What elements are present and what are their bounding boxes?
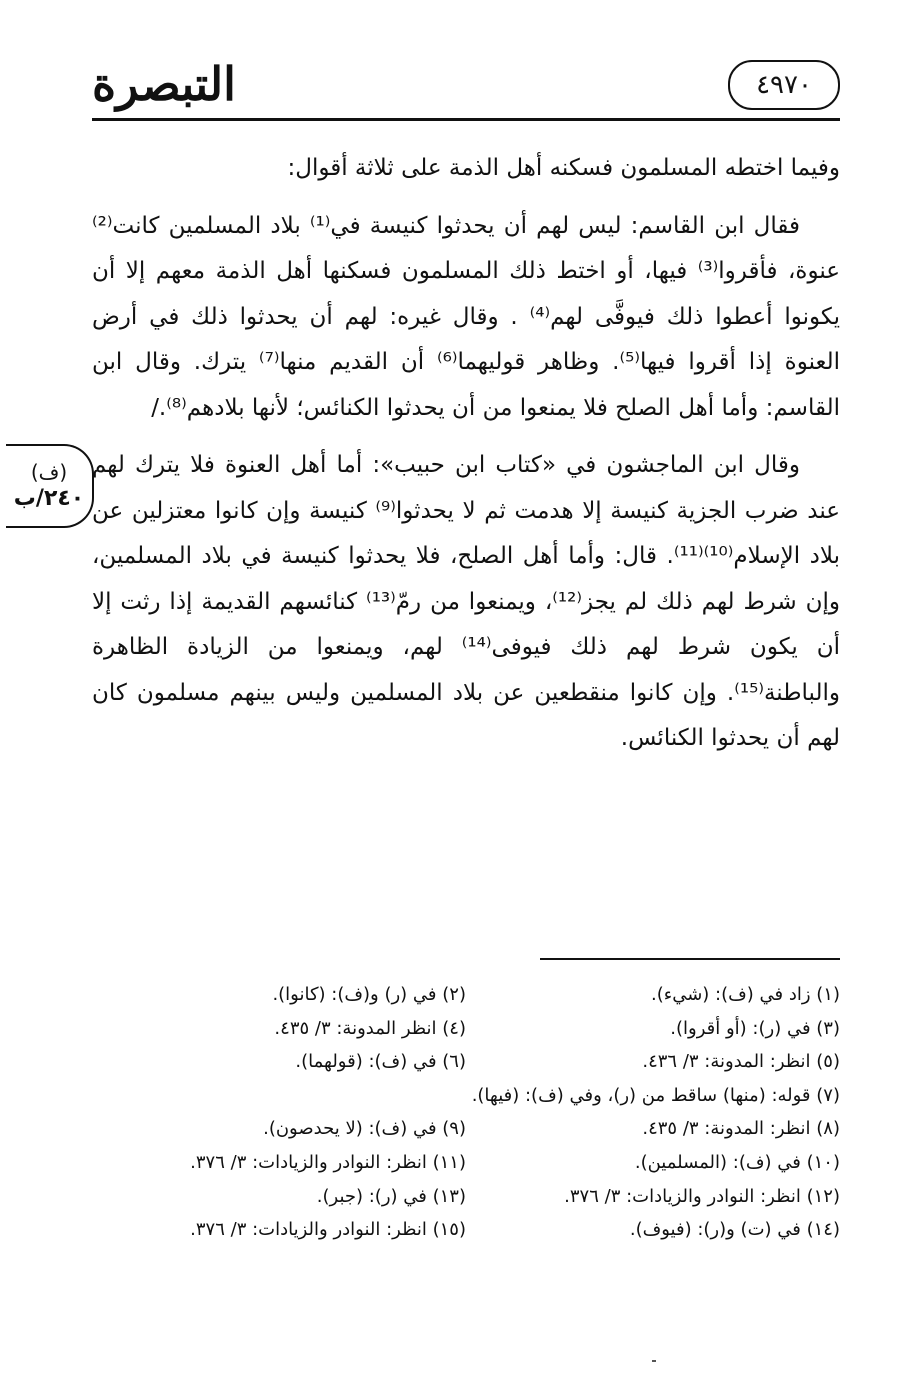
footnote-row bbox=[92, 1079, 840, 1113]
book-title: التبصرة bbox=[92, 57, 236, 111]
footnote: (٢) في (ر) و(ف): (كانوا). bbox=[272, 984, 466, 1005]
footnote: (٥) انظر: المدونة: ٣/ ٤٣٦. bbox=[642, 1051, 840, 1073]
footnote-row bbox=[92, 978, 840, 1012]
manuscript-folio-marker bbox=[6, 444, 94, 528]
paragraph: فقال ابن القاسم: ليس لهم أن يحدثوا كنيسة في⁽¹⁾ بلاد المسلمين كانت⁽²⁾ عنوة، فأقروا⁽³⁾ فيها، أو اختط ذلك المسلمون فسكنها أهل الذمة معهم إلا أن يكونوا أعطوا ذلك فيوفَّى لهم⁽⁴⁾ . وقال غيره: لهم أن يحدثوا ذلك في أرض العنوة إذا أقروا فيها⁽⁵⁾. وظاهر قوليهما⁽⁶⁾ أن القديم منها⁽⁷⁾ يترك. وقال ابن القاسم: وأما أهل الصلح فلا يمنعوا من أن يحدثوا الكنائس؛ لأنها بلادهم⁽⁸⁾./ bbox=[92, 212, 841, 421]
footnote: (١٥) انظر: النوادر والزيادات: ٣/ ٣٧٦. bbox=[190, 1219, 466, 1241]
footnote-row bbox=[92, 1146, 840, 1180]
paragraph: وفيما اختطه المسلمون فسكنه أهل الذمة على ثلاثة أقوال: bbox=[287, 155, 840, 181]
footnote: (١٤) في (ت) و(ر): (فيوف). bbox=[629, 1219, 840, 1241]
paragraph: وقال ابن الماجشون في «كتاب ابن حبيب»: أما أهل العنوة فلا يترك لهم عند ضرب الجزية كنيسة إلا هدمت ثم لا يحدثوا⁽⁹⁾ كنيسة وإن كانوا معتزلين عن بلاد الإسلام⁽¹⁰⁾⁽¹¹⁾. قال: وأما أهل الصلح، فلا يحدثوا كنيسة في بلاد المسلمين، وإن شرط لهم ذلك لم يجز⁽¹²⁾، ويمنعوا من رمّ⁽¹³⁾ كنائسهم القديمة إذا رثت إلا أن يكون شرط لهم ذلك فيوفى⁽¹⁴⁾ لهم، ويمنعوا من الزيادة الظاهرة والباطنة⁽¹⁵⁾. وإن كانوا منقطعين عن بلاد المسلمين وليس بينهم مسلمون كان لهم أن يحدثوا الكنائس. bbox=[92, 452, 841, 751]
footnote-row bbox=[92, 1045, 840, 1079]
footnote: (١١) انظر: النوادر والزيادات: ٣/ ٣٧٦. bbox=[190, 1151, 466, 1173]
footnote-row bbox=[92, 1012, 840, 1046]
folio-source: (ف) bbox=[30, 460, 68, 484]
footnote: (٩) في (ف): (لا يحدصون). bbox=[263, 1118, 466, 1140]
header-rule bbox=[92, 118, 840, 121]
footnote: (١٢) انظر: النوادر والزيادات: ٣/ ٣٧٦. bbox=[564, 1185, 840, 1207]
folio-number: ٢٤٠/ب bbox=[13, 486, 85, 511]
footnote: (٦) في (ف): (قولهما). bbox=[295, 1051, 466, 1073]
footnote: (١٠) في (ف): (المسلمين). bbox=[634, 1151, 840, 1173]
footnote: (٣) في (ر): (أو أقروا). bbox=[670, 1017, 840, 1039]
page-header bbox=[92, 50, 840, 122]
footnotes bbox=[92, 978, 840, 1247]
page-number: ٤٩٧٠ bbox=[728, 60, 840, 110]
footnote-row bbox=[92, 1180, 840, 1214]
scan-speck bbox=[652, 1360, 656, 1362]
footnote-rule bbox=[540, 958, 840, 960]
footnote: (٤) انظر المدونة: ٣/ ٤٣٥. bbox=[274, 1017, 466, 1039]
footnote: (٨) انظر: المدونة: ٣/ ٤٣٥. bbox=[642, 1118, 840, 1140]
main-text bbox=[92, 146, 840, 774]
footnote-row bbox=[92, 1112, 840, 1146]
footnote-row bbox=[92, 1213, 840, 1247]
footnote: (١) زاد في (ف): (شيء). bbox=[650, 984, 840, 1005]
footnote: (٧) قوله: (منها) ساقط من (ر)، وفي (ف): (فيها). bbox=[471, 1084, 840, 1106]
footnote: (١٣) في (ر): (جبر). bbox=[316, 1185, 466, 1207]
